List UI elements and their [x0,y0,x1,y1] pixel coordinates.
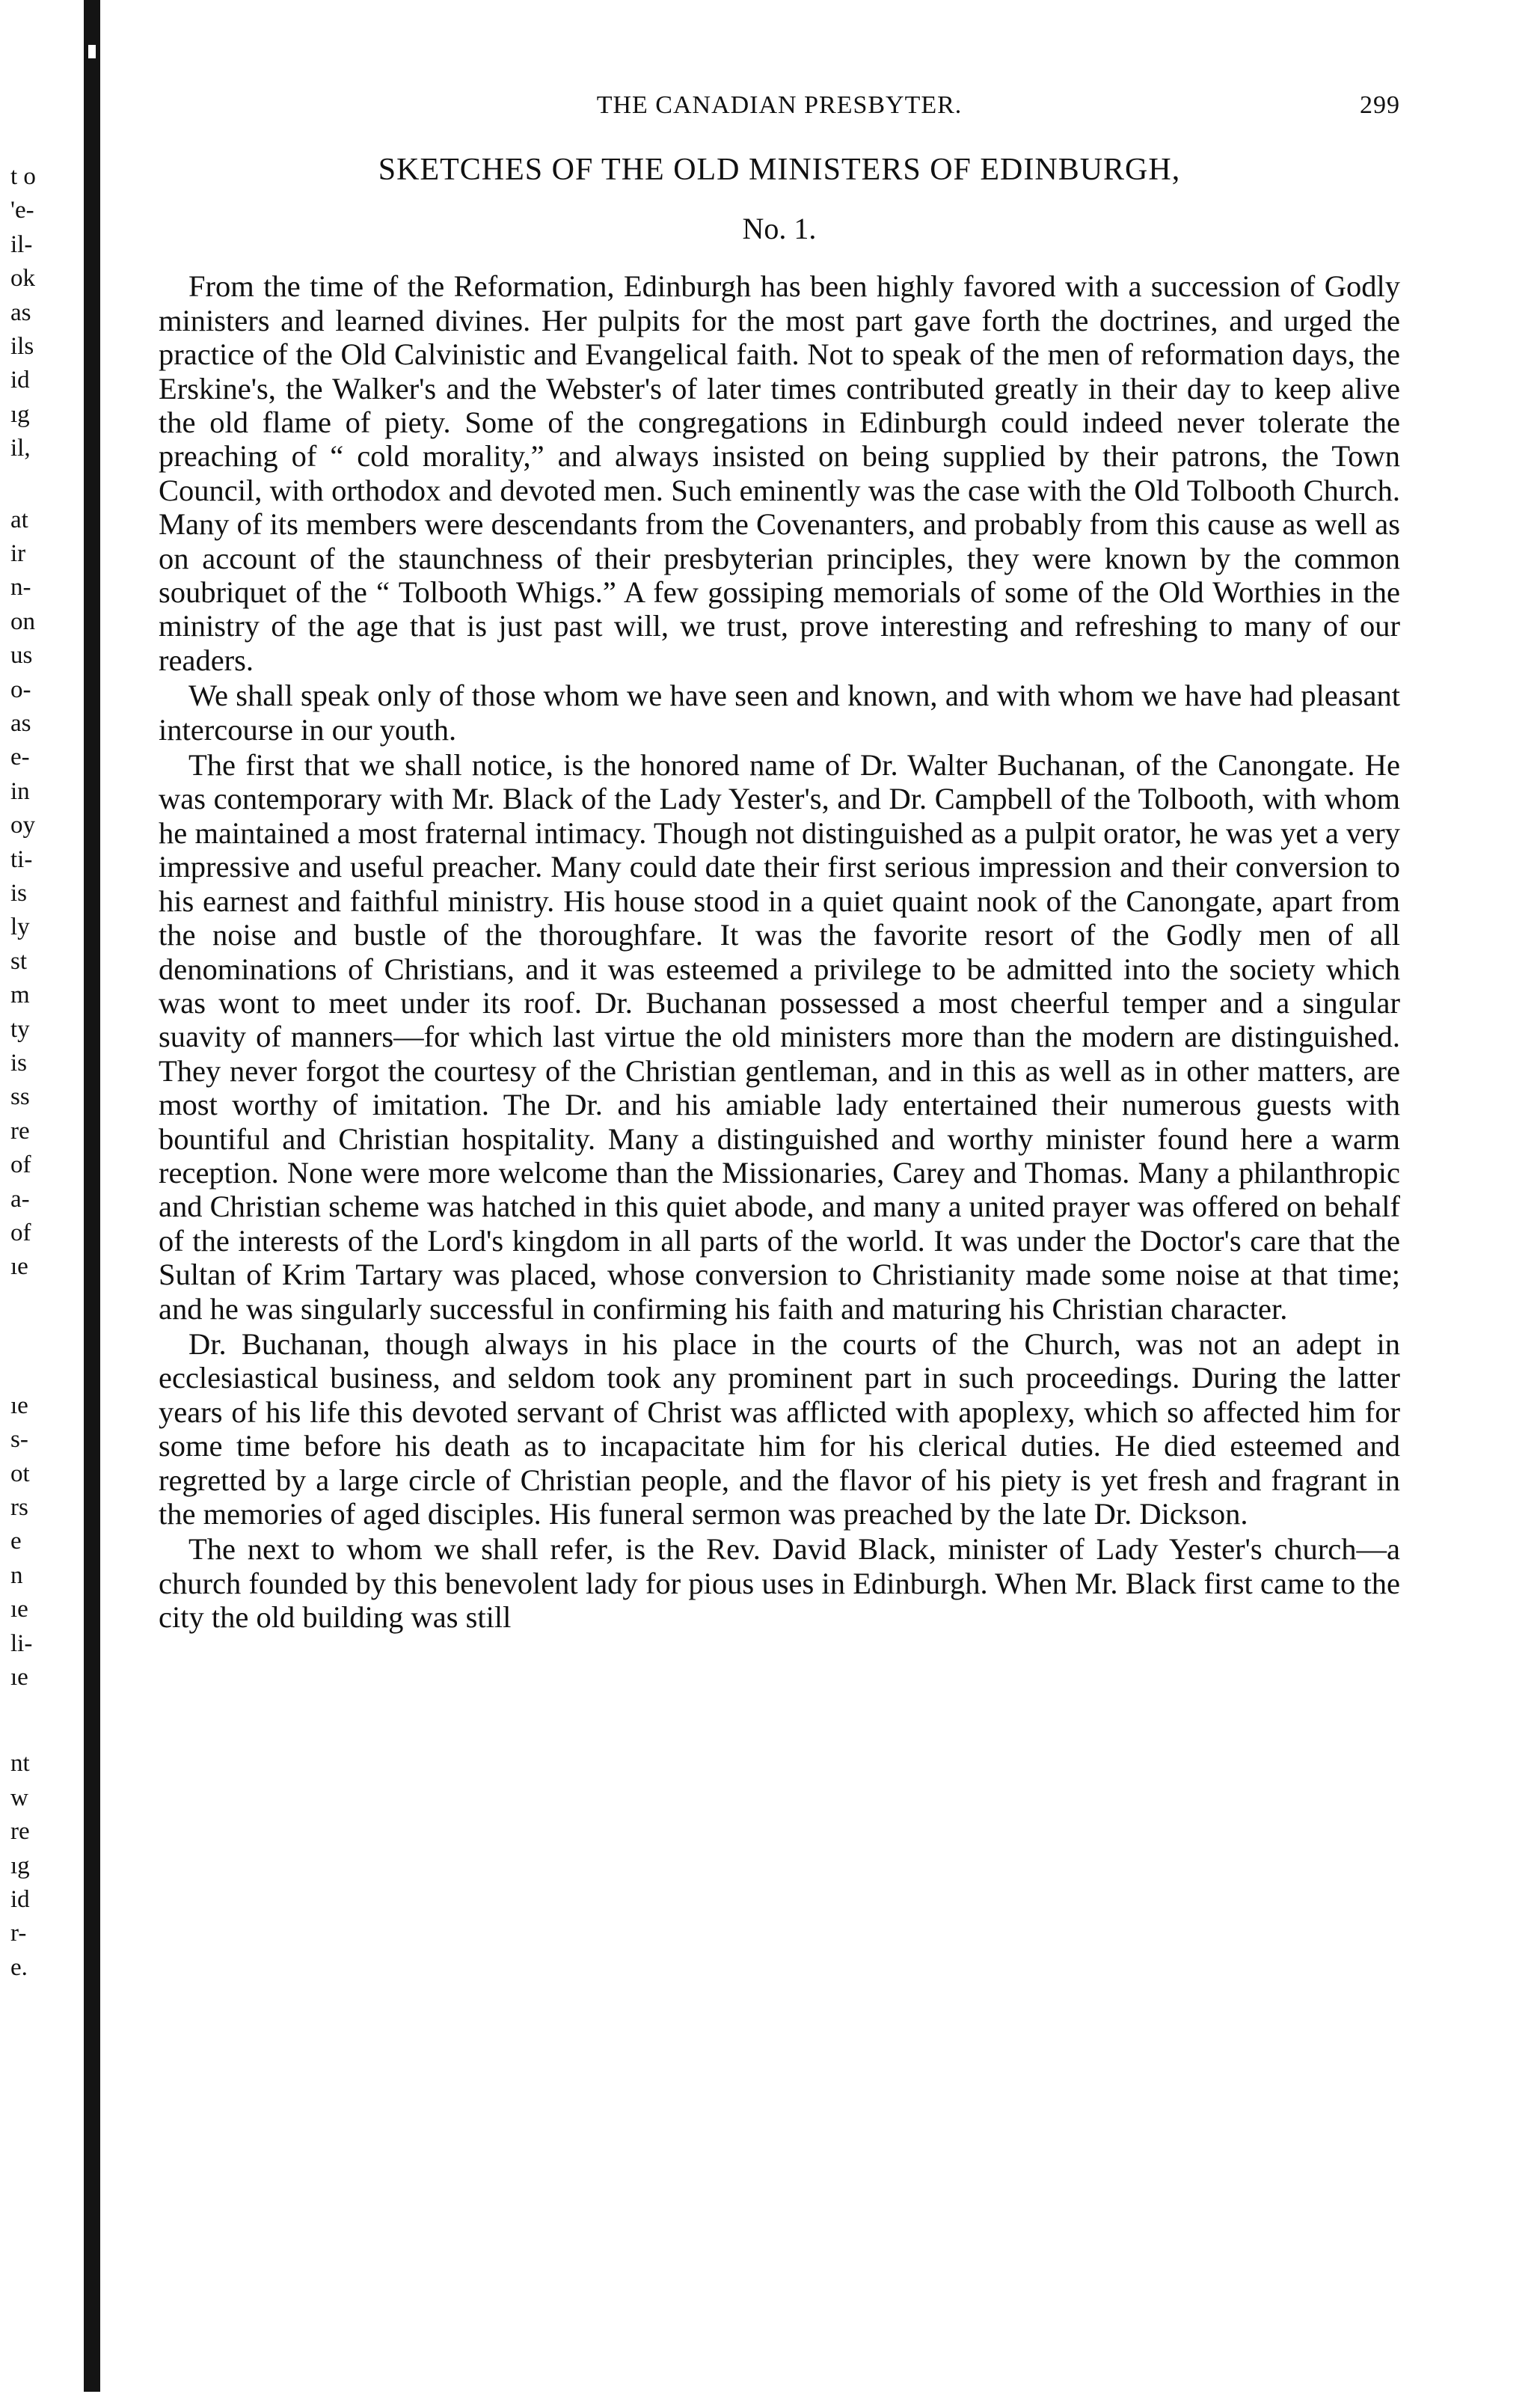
margin-fragment: e. [10,1953,28,1981]
margin-fragment: on [10,607,35,635]
margin-fragment: r- [10,1920,27,1947]
margin-fragment: ss [10,1083,30,1111]
margin-fragment: ıe [10,1596,28,1623]
margin-fragment: a- [10,1185,30,1213]
margin-fragment: m [10,982,30,1009]
margin-fragment: o- [10,676,31,703]
article-number: No. 1. [742,212,817,246]
margin-fragment: as [10,299,31,326]
margin-fragment: ils [10,333,34,360]
gutter-notch [88,45,96,58]
page-number: 299 [1360,91,1400,119]
margin-fragment: il, [10,435,31,462]
margin-fragment: e [10,1528,22,1555]
margin-fragment: w [10,1784,28,1811]
paragraph: We shall speak only of those whom we have seen and known, and with whom we have had pleasant intercourse in our youth. [159,679,1400,747]
margin-fragment: ir [10,540,26,567]
margin-fragment: n [10,1561,23,1589]
margin-fragment: s- [10,1426,28,1454]
margin-fragment: ti- [10,845,33,873]
margin-fragment: of [10,1219,31,1246]
margin-fragment: id [10,367,30,394]
running-head [159,81,1400,117]
page [159,81,1400,1635]
margin-fragment: is [10,880,28,907]
article-title: SKETCHES OF THE OLD MINISTERS OF EDINBURGH, [378,153,1181,187]
binding-gutter [84,0,100,2392]
margin-fragment: rs [10,1494,28,1521]
margin-fragment: us [10,642,33,670]
margin-fragment: in [10,777,30,805]
paragraph: Dr. Buchanan, though always in his place in the courts of the Church, was not an adept in ecclesiastical business, and seldom took any prominent part in such proceedings. During the latter years of his life this devoted servant of Christ was afflicted with apoplexy, which so affected him for some time before his death as to incapacitate him for his clerical duties. He died esteemed and regretted by a large circle of Christian people, and the flavor of his piety is yet fresh and fragrant in the memories of aged disciples. His funeral sermon was preached by the late Dr. Dickson. [159,1326,1400,1531]
margin-fragment: re [10,1818,30,1846]
margin-fragment: 'e- [10,197,34,224]
margin-fragment: id [10,1886,30,1913]
margin-fragment: ıg [10,400,30,428]
paragraph: From the time of the Reformation, Edinburgh has been highly favored with a succession of Godly ministers and learned divines. Her pulpits for the most part gave forth the doctrines, and urged the practice of the Old Calvinistic and Evangelical faith. Not to speak of the men of reformation days, the Erskine's, the Walker's and the Webster's of later times contributed greatly in their day to keep alive the old flame of piety. Some of the congregations in Edinburgh could indeed never tolerate the preaching of “ cold morality,” and always insisted on being supplied by their patrons, the Town Council, with orthodox and devoted men. Such eminently was the case with the Old Tolbooth Church. Many of its members were descendants from the Covenanters, and probably from this cause as well as on account of the staunchness of their presbyterian principles, they were known by the common soubriquet of the “ Tolbooth Whigs.” A few gossiping memorials of some of the Old Worthies in the ministry of the age that is just past will, we trust, prove interesting and refreshing to many of our readers. [159,269,1400,677]
margin-fragment: nt [10,1750,30,1778]
margin-fragment: il- [10,230,33,258]
margin-fragment: is [10,1050,28,1077]
margin-fragment: t o [10,163,36,190]
margin-fragment: ıg [10,1852,30,1879]
margin-fragment: re [10,1117,30,1145]
margin-fragment: ıe [10,1392,28,1419]
margin-fragment: ıe [10,1664,28,1691]
journal-title: THE CANADIAN PRESBYTER. [596,91,963,119]
margin-fragment: ok [10,265,35,293]
margin-fragment: at [10,506,28,533]
margin-fragment: ty [10,1015,30,1043]
margin-fragment: st [10,947,28,975]
paragraph: The first that we shall notice, is the honored name of Dr. Walter Buchanan, of the Canongate. He was contemporary with Mr. Black of the Lady Yester's, and Dr. Campbell of the Tolbooth, with whom he maintained a most fraternal intimacy. Though not distinguished as a pulpit orator, he was yet a very impressive and useful preacher. Many could date their first serious impression and their conversion to his earnest and faithful ministry. His house stood in a quiet quaint nook of the Canongate, apart from the noise and bustle of the thoroughfare. It was the favorite resort of the Godly men of all denominations of Christians, and it was esteemed a privilege to be admitted into the society which was wont to meet under its roof. Dr. Buchanan possessed a most cheerful temper and a singular suavity of manners—for which last virtue the old ministers more than the modern are distinguished. They never forgot the courtesy of the Christian gentleman, and in this as well as in other matters, are most worthy of imitation. The Dr. and his amiable lady entertained their numerous guests with bountiful and Christian hospitality. Many a distinguished and worthy minister found here a warm reception. None were more welcome than the Missionaries, Carey and Thomas. Many a philanthropic and Christian scheme was hatched in this quiet abode, and many a united prayer was offered on behalf of the interests of the Lord's kingdom in all parts of the world. It was under the Doctor's care that the Sultan of Krim Tartary was placed, whose conversion to Christianity made some noise at that time; and he was singularly successful in confirming his faith and maturing his Christian character. [159,748,1400,1326]
margin-fragment: li- [10,1629,33,1657]
margin-fragment: n- [10,574,31,601]
margin-fragment: e- [10,744,30,771]
paragraph: The next to whom we shall refer, is the Rev. David Black, minister of Lady Yester's church—a church founded by this benevolent lady for pious uses in Edinburgh. When Mr. Black first came to the city the old building was still [159,1532,1400,1635]
margin-fragment: as [10,710,31,737]
margin-fragment: oy [10,812,35,839]
margin-fragment: of [10,1151,31,1179]
margin-fragment: ıe [10,1253,28,1281]
margin-fragment: ot [10,1460,30,1487]
margin-fragment: ly [10,913,30,941]
previous-page-fragments [0,165,75,2394]
article-body [159,269,1400,1634]
